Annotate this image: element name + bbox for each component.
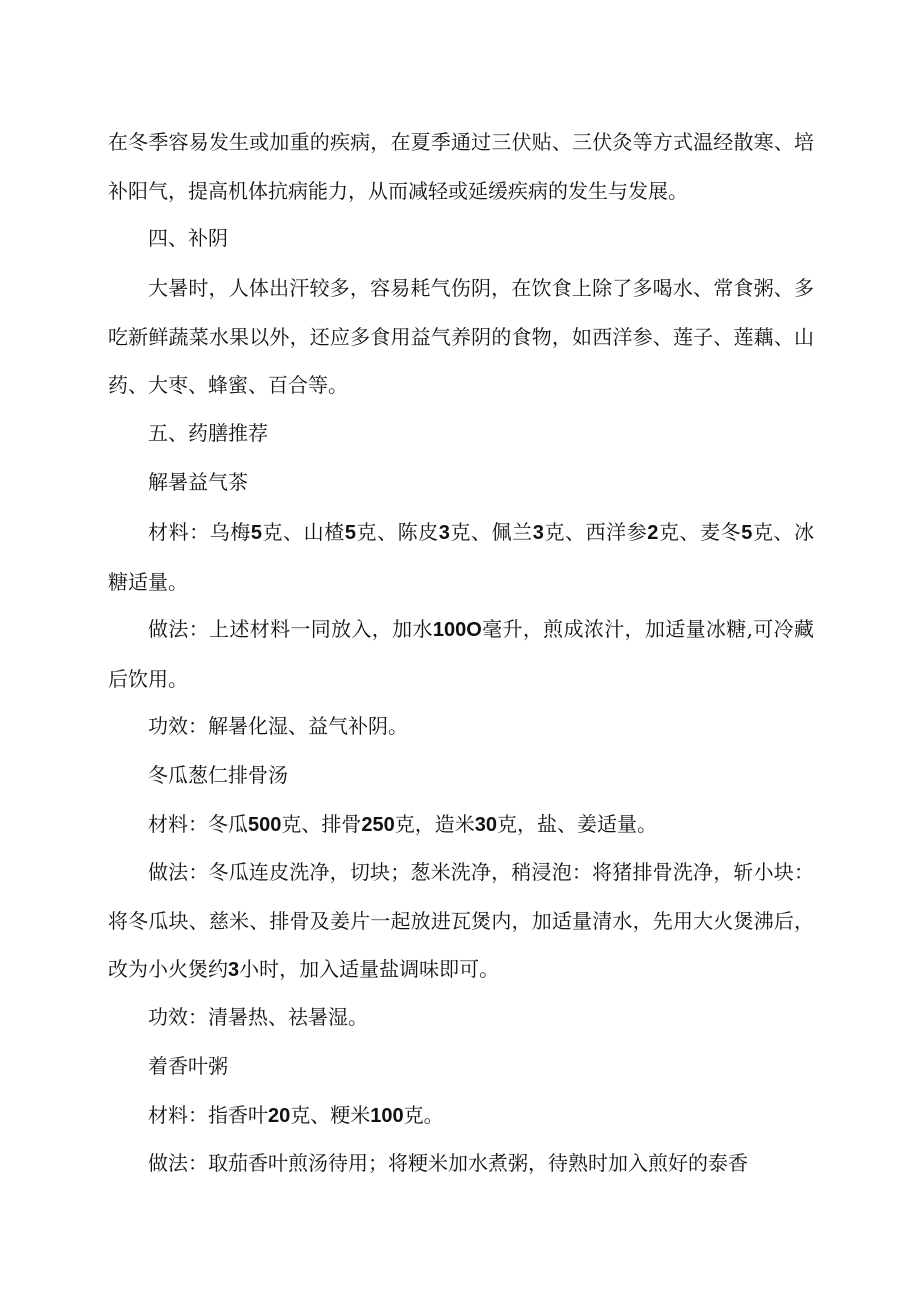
recipe2-method: 做法：冬瓜连皮洗净，切块；葱米洗净，稍浸泡：将猪排骨洗净，斩小块：将冬瓜块、慈米、排骨及姜片一起放进瓦煲内，加适量清水，先用大火煲沸后，改为小火煲约3小时，加入适量盐调味即可。: [108, 860, 814, 981]
recipe1-method: 做法：上述材料一同放入，加水100O毫升，煎成浓汁，加适量冰糖,可冷藏后饮用。: [108, 617, 815, 691]
recipe3-method: 做法：取茄香叶煎汤待用；将粳米加水煮粥，待熟时加入煎好的泰香: [148, 1151, 748, 1175]
recipe2-effect: 功效：清暑热、祛暑湿。: [148, 1005, 368, 1029]
recipe3-ingredients: 材料：指香叶20克、粳米100克。: [148, 1103, 444, 1127]
paragraph-section4: 大暑时，人体出汗较多，容易耗气伤阴，在饮食上除了多喝水、常食粥、多吃新鲜蔬菜水果以外，还应多食用益气养阴的食物，如西洋参、莲子、莲藕、山药、大枣、蜂蜜、百合等。: [108, 276, 814, 397]
paragraph-intro: 在冬季容易发生或加重的疾病，在夏季通过三伏贴、三伏灸等方式温经散寒、培补阳气，提高机体抗病能力，从而减轻或延缓疾病的发生与发展。: [108, 130, 814, 203]
recipe1-ingredients: 材料：乌梅5克、山楂5克、陈皮3克、佩兰3克、西洋参2克、麦冬5克、冰糖适量。: [108, 520, 815, 594]
recipe-title-2: 冬瓜葱仁排骨汤: [148, 763, 288, 787]
section-heading-4: 四、补阴: [148, 226, 228, 250]
section-heading-5: 五、药膳推荐: [148, 421, 268, 445]
recipe1-effect: 功效：解暑化湿、益气补阴。: [148, 714, 408, 738]
recipe-title-1: 解暑益气茶: [148, 470, 248, 494]
recipe-title-3: 着香叶粥: [148, 1054, 228, 1078]
recipe2-ingredients: 材料：冬瓜500克、排骨250克，造米30克，盐、姜适量。: [148, 812, 657, 836]
